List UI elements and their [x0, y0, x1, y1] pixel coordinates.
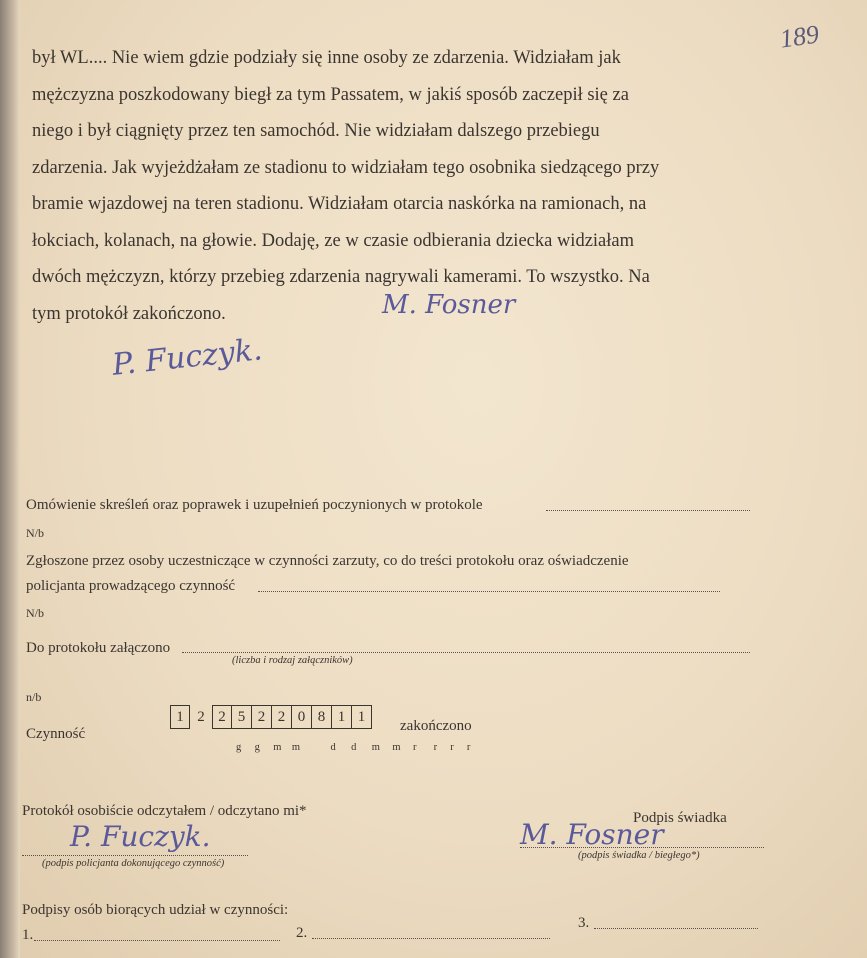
witness-sig-hint: (podpis świadka / biegłego*)	[578, 850, 700, 861]
podpis-swiadka-label: Podpis świadka	[633, 810, 727, 826]
zalaczono-label: Do protokołu załączono	[26, 640, 171, 656]
digit-box: 2	[272, 705, 292, 729]
uczestnik-num-2: 2.	[296, 925, 308, 941]
officer-sig-hint: (podpis policjanta dokonującego czynność)	[42, 858, 225, 869]
czynnosc-suffix: zakończono	[400, 718, 472, 734]
format-label: m	[291, 742, 301, 753]
statement-line: był WL.... Nie wiem gdzie podziały się inne osoby ze zdarzenia. Widziałam jak	[32, 48, 621, 68]
omowienie-value: N/b	[26, 526, 44, 540]
digit-box: 5	[232, 705, 252, 729]
binding-spine	[0, 0, 20, 958]
zgloszone-line1: Zgłoszone przez osoby uczestniczące w czynności zarzuty, co do treści protokołu oraz oświadczenie	[26, 553, 629, 569]
zgloszone-line2: policjanta prowadzącego czynność	[26, 578, 236, 594]
czynnosc-label: Czynność	[26, 726, 86, 742]
format-label: m	[371, 742, 380, 753]
format-label: g	[236, 742, 242, 753]
omowienie-label: Omówienie skreśleń oraz poprawek i uzupełnień poczynionych w protokole	[26, 497, 483, 513]
czynnosc-format-labels	[236, 742, 481, 753]
format-label: r	[450, 742, 454, 753]
format-label: r	[466, 742, 471, 753]
officer-signature-bottom: P. Fuczyk.	[70, 820, 211, 853]
statement-line: łokciach, kolanach, na głowie. Dodaję, ze w czasie odbierania dziecka widziałam	[32, 230, 634, 251]
zalaczono-value: n/b	[26, 690, 42, 704]
witness-signature-top: M. Fosner	[382, 290, 516, 320]
format-label: r	[413, 742, 417, 753]
zgloszone-value: N/b	[26, 606, 44, 620]
statement-line: mężczyzna poszkodowany biegł za tym Passatem, w jakiś sposób zaczepił się za	[32, 84, 629, 105]
page-number: 189	[778, 19, 821, 54]
uczestnicy-label: Podpisy osób biorących udział w czynności:	[22, 902, 289, 918]
uczestnik-dots-3	[594, 928, 758, 929]
zalaczono-dots	[182, 652, 750, 653]
czynnosc-datetime-boxes	[170, 705, 372, 729]
format-label: d	[351, 742, 357, 753]
omowienie-dots	[546, 510, 750, 511]
zgloszone-dots	[258, 591, 720, 592]
statement-line: tym protokół zakończono.	[32, 303, 226, 324]
digit-group-time	[212, 705, 372, 729]
format-label: g	[254, 742, 260, 753]
format-label: m	[392, 742, 401, 753]
digit-box: 1	[170, 705, 190, 729]
witness-sig-dots	[520, 847, 764, 848]
statement-line: zdarzenia. Jak wyjeżdżałam ze stadionu to widziałam tego osobnika siedzącego przy	[32, 157, 660, 178]
uczestnik-num-1: 1.	[22, 927, 34, 943]
format-label: d	[330, 742, 336, 753]
uczestnik-num-3: 3.	[578, 915, 590, 931]
format-label: m	[273, 742, 282, 753]
statement-line: niego i był ciągnięty przez ten samochód. Nie widziałam dalszego przebiegu	[32, 121, 600, 141]
digit-box: 2	[212, 705, 232, 729]
witness-signature-bottom: M. Fosner	[520, 818, 664, 851]
officer-sig-dots	[22, 855, 248, 856]
digit-box: 0	[292, 705, 312, 729]
statement-line: dwóch mężczyzn, którzy przebieg zdarzenia nagrywali kamerami. To wszystko. Na	[32, 267, 650, 287]
digit-box: 1	[352, 705, 372, 729]
statement-line: bramie wjazdowej na teren stadionu. Widziałam otarcia naskórka na ramionach, na	[32, 194, 647, 214]
digit-box: 8	[312, 705, 332, 729]
digit-box: 2	[252, 705, 272, 729]
digit-loose: 2	[197, 708, 205, 725]
odczytalem-text: Protokół osobiście odczytałem / odczytano mi*	[22, 803, 307, 819]
uczestnik-dots-2	[312, 938, 550, 939]
uczestnik-dots-1	[34, 940, 280, 941]
officer-signature-top: P. Fuczyk.	[110, 332, 265, 383]
zalaczono-hint: (liczba i rodzaj załączników)	[232, 655, 353, 666]
statement-paragraph	[32, 40, 767, 332]
format-label: r	[433, 742, 438, 753]
digit-box: 1	[332, 705, 352, 729]
